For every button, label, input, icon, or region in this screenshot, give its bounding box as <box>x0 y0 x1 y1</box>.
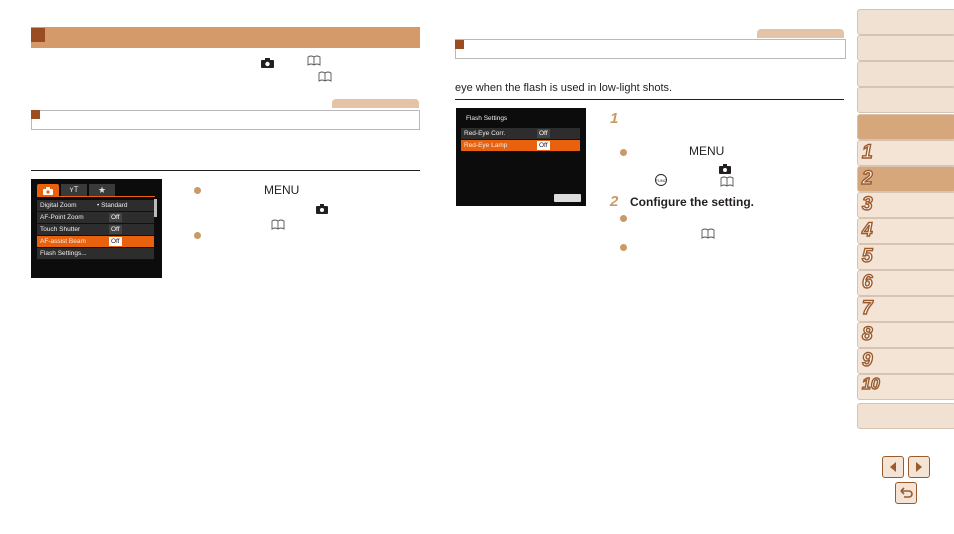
menu-row-selected: Red-Eye Lamp Off <box>461 140 580 152</box>
menu-row: Touch Shutter Off <box>37 224 154 236</box>
next-page-button[interactable] <box>908 456 930 478</box>
bullet <box>194 232 201 239</box>
sidebar-chapter-6[interactable]: 6 <box>857 270 954 296</box>
camera-icon <box>316 201 328 219</box>
screen-title: Flash Settings <box>466 115 508 122</box>
section-header-bar <box>31 27 420 48</box>
subsection-marker <box>31 110 40 119</box>
intro-text: eye when the flash is used in low-light shots. <box>455 82 673 94</box>
section-tab <box>332 99 419 108</box>
sidebar-button-guide[interactable] <box>857 114 954 140</box>
step-number: 1 <box>610 110 619 127</box>
menu-row: Red-Eye Corr. Off <box>461 128 580 140</box>
divider <box>455 99 844 100</box>
book-icon <box>271 217 285 235</box>
tab-setup: ʏT <box>61 184 87 196</box>
section-marker <box>31 28 45 42</box>
flash-settings-screen <box>456 108 586 206</box>
return-button[interactable] <box>895 482 917 504</box>
step-number: 2 <box>610 193 619 210</box>
menu-row: AF-Point Zoom Off <box>37 212 154 224</box>
book-icon <box>720 174 734 192</box>
camera-icon <box>261 55 274 65</box>
step-title: Configure the setting. <box>630 195 754 209</box>
sidebar-chapter-2[interactable]: 2 <box>857 166 954 192</box>
sidebar-chapter-5[interactable]: 5 <box>857 244 954 270</box>
return-icon <box>896 483 916 503</box>
menu-row: Digital Zoom • Standard <box>37 200 154 212</box>
sidebar-chapter-10[interactable]: 10 <box>857 374 954 400</box>
bullet <box>194 187 201 194</box>
sidebar-button-index[interactable] <box>857 403 954 429</box>
sidebar-button-contents[interactable] <box>857 35 954 61</box>
subsection-marker <box>455 40 464 49</box>
bullet <box>620 244 627 251</box>
subsection-header <box>455 39 846 59</box>
sidebar-button-basic[interactable] <box>857 61 954 87</box>
sidebar-chapter-4[interactable]: 4 <box>857 218 954 244</box>
subsection-header <box>31 110 420 130</box>
bullet <box>620 215 627 222</box>
sidebar-chapter-8[interactable]: 8 <box>857 322 954 348</box>
tab-mymenu: ★ <box>89 184 115 196</box>
sidebar-button-cover[interactable] <box>857 9 954 35</box>
menu-row-selected: AF-assist Beam Off <box>37 236 154 248</box>
func-set-icon <box>655 173 667 191</box>
scrollbar <box>154 199 157 217</box>
menu-back-icon <box>554 194 581 202</box>
menu-key-label: MENU <box>689 144 725 158</box>
camera-menu-screen <box>31 179 162 278</box>
prev-page-button[interactable] <box>882 456 904 478</box>
sidebar-chapter-1[interactable]: 1 <box>857 140 954 166</box>
book-icon <box>701 226 715 244</box>
bullet <box>620 149 627 156</box>
tab-camera <box>37 184 59 196</box>
section-tab <box>757 29 844 38</box>
sidebar-chapter-3[interactable]: 3 <box>857 192 954 218</box>
left-arrow-icon <box>883 457 903 477</box>
book-icon <box>318 69 332 87</box>
menu-key-label: MENU <box>264 183 300 197</box>
menu-row: Flash Settings... <box>37 248 154 260</box>
sidebar-chapter-9[interactable]: 9 <box>857 348 954 374</box>
sidebar-button-advanced[interactable] <box>857 87 954 113</box>
right-arrow-icon <box>909 457 929 477</box>
svg-text:FUNC: FUNC <box>655 178 667 183</box>
divider <box>31 170 420 171</box>
sidebar-chapter-7[interactable]: 7 <box>857 296 954 322</box>
